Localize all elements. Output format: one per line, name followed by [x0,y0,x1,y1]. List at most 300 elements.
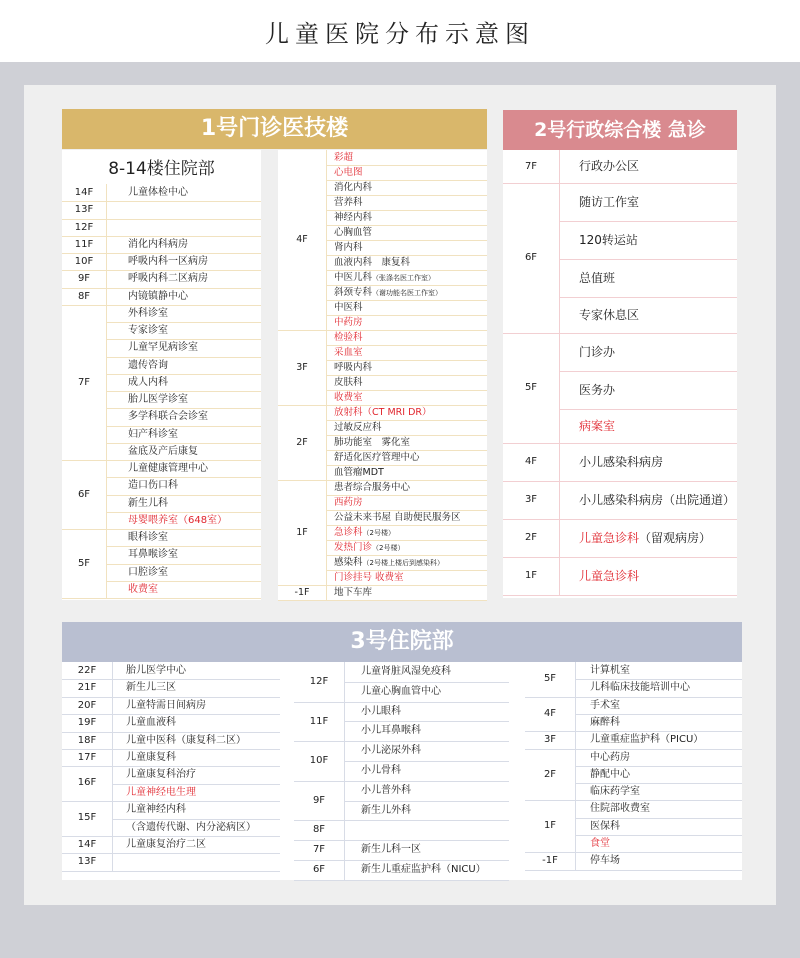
entry-note: （2号楼） [362,529,395,537]
floor-entry [334,150,353,165]
row-divider [326,570,487,571]
entry-text: 随访工作室 [579,195,640,209]
floor-entry [126,801,186,818]
entry-text: 收费室 [334,392,363,403]
row-divider [344,801,509,802]
entry-text: 儿童重症监护科（PICU） [590,734,704,746]
floor-entry [334,390,363,405]
entry-text: 儿科临床技能培训中心 [590,682,690,694]
entry-text: 耳鼻喉诊室 [128,549,178,561]
floor-entry [361,860,486,880]
entry-text: 病案室 [579,419,616,433]
entry-text: 麻醉科 [590,716,620,728]
row-divider [575,766,742,767]
floor-label: 10F [309,755,329,767]
column-divider [344,662,345,880]
floor-label: 4F [543,707,557,719]
floor-entry [334,195,363,210]
row-divider [575,714,742,715]
floor-entry [334,300,363,315]
floor-label: 11F [74,238,94,250]
floor-label: 2F [543,768,557,780]
floor-label: 6F [312,864,326,875]
entry-text: 收费室 [128,583,158,595]
floor-entry [361,761,401,781]
floor-entry [361,682,441,702]
entry-text: 妇产科诊室 [128,428,178,440]
floor-label: 5F [77,558,91,569]
column-divider [575,662,576,870]
row-divider [575,835,742,836]
entry-text: 专家诊室 [128,325,168,336]
floor-entry [334,210,372,225]
entry-text: 公益未来书屋 自助便民服务区 [334,512,461,523]
floor-entry [126,732,246,749]
entry-text: 放射科（CT MRI DR） [334,407,432,418]
entry-text: 盆底及产后康复 [128,445,198,457]
entry-text: 儿童急诊科 [579,569,640,583]
floor-label: 1F [296,527,308,538]
entry-text: 小儿耳鼻喉科 [361,725,421,737]
floor-entry [334,570,404,585]
floor-entry [334,225,372,240]
entry-text: 总值班 [579,271,616,285]
floor-entry [334,255,410,270]
entry-text: 食堂 [590,838,610,849]
floor-divider [503,595,737,596]
floor-entry [128,270,208,287]
row-divider [326,255,487,256]
floor-entry [126,679,176,696]
floor-entry [590,835,610,852]
floor-entry [334,495,363,510]
row-divider [344,682,509,683]
entry-text: 中医儿科 [334,272,373,283]
floor-entry [590,679,690,696]
floor-entry [334,465,384,480]
row-divider [326,300,487,301]
entry-text: 计算机室 [590,665,630,676]
floor-label: 9F [312,794,326,806]
column-divider [559,150,560,595]
floor-entry [128,184,188,201]
entry-text: 新生儿重症监护科（NICU） [361,864,486,875]
floor-entry [126,714,176,731]
entry-text: 儿童肾脏风湿免疫科 [361,666,451,677]
floor-entry [126,662,186,679]
floor-entry [128,581,158,598]
floor-label: 14F [77,839,97,850]
entry-text: 儿童急诊科 [579,531,640,545]
building2-title: 2号行政综合楼 急诊 [503,110,737,150]
floor-entry [334,480,410,495]
floor-entry [128,564,168,581]
floor-label: 21F [77,682,97,694]
floor-entry [361,702,401,722]
floor-entry [334,375,363,390]
entry-text: 心胸血管 [334,227,373,238]
floor-entry [126,784,196,801]
row-divider [112,819,280,820]
entry-text: 采血室 [334,347,363,358]
entry-text: 儿童神经电生理 [126,786,196,798]
floor-entry [590,731,703,748]
floor-entry [334,330,363,345]
building1-title: 1号门诊医技楼 [62,109,487,149]
ward-title: 8-14楼住院部 [108,159,215,179]
row-divider [106,322,261,323]
row-divider [326,525,487,526]
floor-label: 13F [77,856,97,868]
floor-label: 4F [296,234,308,245]
floor-label: 3F [543,734,557,746]
row-divider [326,510,487,511]
floor-entry [579,259,615,297]
floor-entry [334,435,410,450]
floor-entry [128,512,227,529]
entry-text: 儿童健康管理中心 [128,463,208,474]
entry-text: 小儿泌尿外科 [361,745,421,757]
row-divider [106,443,261,444]
entry-text: 中医科 [334,302,363,313]
entry-text: 小儿眼科 [361,705,401,717]
floor-entry [126,819,256,836]
floor-entry [128,305,168,322]
entry-text: 儿童康复治疗二区 [126,839,206,850]
entry-text: 斜颈专科 [334,287,373,298]
row-divider [106,391,261,392]
floor-label: 8F [312,824,326,836]
floor-entry [590,818,620,835]
floor-entry [128,322,168,339]
floor-entry [361,721,421,741]
entry-text: 儿童神经内科 [126,804,186,816]
floor-entry [579,297,639,333]
entry-text: 心电图 [334,167,363,178]
floor-label: 14F [74,187,94,198]
entry-text: 120转运站 [579,233,638,247]
entry-text: 中药房 [334,317,363,328]
floor-entry [334,270,435,285]
entry-text: 血管瘤MDT [334,467,384,478]
row-divider [106,564,261,565]
floor-entry [128,391,188,408]
floor-entry [334,240,363,255]
entry-note: （2号楼） [372,544,405,552]
row-divider [326,540,487,541]
entry-text: 医务办 [579,383,616,397]
row-divider [106,374,261,375]
floor-entry [128,529,168,546]
entry-text: 发热门诊 [334,542,373,553]
floor-label: 5F [543,673,557,684]
entry-text: 内镜镇静中心 [128,290,188,302]
floor-label: 6F [524,252,538,263]
floor-entry [579,371,615,409]
entry-text: 母婴喂养室（648室） [128,514,228,526]
floor-label: 15F [77,812,97,824]
floor-entry [590,783,640,800]
entry-text: 急诊科 [334,527,363,538]
floor-entry [128,253,208,270]
entry-text: （含遗传代谢、内分泌病区） [126,821,256,833]
entry-note: （张涤名医工作室） [372,274,436,282]
row-divider [326,345,487,346]
row-divider [326,210,487,211]
entry-text: 小儿感染科病房 [579,455,664,469]
entry-text: 消化内科 [334,182,373,193]
row-divider [106,495,261,496]
row-divider [112,784,280,785]
floor-entry [579,150,639,183]
entry-text: 静配中心 [590,768,630,780]
entry-text: 过敏反应科 [334,422,382,433]
entry-text: 小儿感染科病房（出院通道） [579,493,736,507]
floor-entry [334,555,444,570]
floor-entry [128,374,168,391]
column-divider [106,184,107,598]
entry-text: 营养科 [334,197,363,208]
floor-entry [590,714,620,731]
entry-text: 儿童心胸血管中心 [361,685,441,697]
floor-label: 19F [77,717,97,729]
floor-entry [126,836,206,853]
column-divider [326,150,327,600]
row-divider [106,357,261,358]
entry-text: 医保科 [590,820,620,832]
entry-text: 肺功能室 雾化室 [334,437,411,448]
floor-entry [334,180,372,195]
row-divider [326,420,487,421]
floor-label: 13F [74,204,94,216]
entry-text: 小儿骨科 [361,765,401,776]
floor-entry [361,741,421,761]
entry-text: （留观病房） [639,531,712,545]
floor-entry [579,183,639,221]
title-bar [0,0,800,62]
floor-entry [128,339,198,356]
entry-text: 检验科 [334,332,363,343]
row-divider [326,495,487,496]
floor-entry [361,662,451,682]
row-divider [326,375,487,376]
floor-entry [334,165,363,180]
entry-text: 儿童体检中心 [128,187,188,198]
floor-label: -1F [542,855,558,867]
floor-entry [334,585,372,600]
floor-label: 16F [77,777,97,789]
entry-text: 血液内科 康复科 [334,257,411,268]
floor-entry [334,405,432,420]
row-divider [575,818,742,819]
floor-entry [590,749,630,766]
floor-entry [126,749,176,766]
entry-text: 眼科诊室 [128,532,168,543]
floor-entry [334,540,404,555]
entry-text: 儿童罕见病诊室 [128,342,198,354]
row-divider [106,426,261,427]
entry-text: 神经内科 [334,212,373,223]
floor-entry [126,697,206,714]
floor-entry [579,481,735,519]
row-divider [106,546,261,547]
column-divider [112,662,113,871]
floor-entry [579,443,663,481]
floor-entry [361,781,411,801]
floor-entry [590,766,630,783]
floor-entry [590,800,650,817]
row-divider [575,783,742,784]
row-divider [326,180,487,181]
floor-entry [334,450,420,465]
floor-entry [128,288,188,305]
floor-label: 17F [77,752,97,763]
row-divider [106,581,261,582]
floor-entry [334,285,442,300]
floor-divider [294,880,509,881]
floor-label: 10F [74,256,94,267]
entry-text: 造口伤口科 [128,480,178,492]
entry-text: 地下车库 [334,587,373,598]
entry-text: 患者综合服务中心 [334,482,411,493]
floor-label: 9F [77,273,91,285]
entry-text: 肾内科 [334,242,363,253]
floor-entry [126,766,196,783]
row-divider [326,195,487,196]
floor-label: 22F [77,665,97,676]
floor-entry [579,221,638,259]
floor-label: 4F [524,456,538,467]
floor-entry [334,345,363,360]
row-divider [106,512,261,513]
entry-text: 儿童康复科治疗 [126,769,196,781]
floor-label: 1F [543,820,557,832]
entry-text: 呼吸内科 [334,362,373,373]
page-title: 儿童医院分布示意图 [265,20,535,48]
row-divider [106,477,261,478]
entry-text: 消化内科病房 [128,238,188,250]
floor-entry [590,852,620,869]
entry-text: 儿童血液科 [126,717,176,729]
entry-text: 儿童特需日间病房 [126,699,206,711]
row-divider [326,435,487,436]
floor-label: 12F [74,221,94,233]
entry-note: （2号楼上楼后到感染科） [362,559,444,567]
floor-entry [128,357,168,374]
row-divider [326,465,487,466]
entry-text: 口腔诊室 [128,566,168,578]
entry-text: 门诊办 [579,345,616,359]
row-divider [326,555,487,556]
entry-text: 门诊挂号 收费室 [334,572,404,583]
row-divider [326,285,487,286]
row-divider [575,679,742,680]
entry-text: 儿童康复科 [126,752,176,763]
entry-text: 西药房 [334,497,363,508]
floor-label: 7F [312,844,326,856]
floor-label: 7F [524,161,538,172]
floor-label: 18F [77,734,97,746]
floor-entry [128,236,188,253]
entry-text: 彩超 [334,152,354,163]
row-divider [326,450,487,451]
floor-label: 8F [77,290,91,302]
floor-entry [128,546,178,563]
entry-text: 小儿普外科 [361,784,411,796]
floor-label: 1F [524,570,538,581]
floor-entry [128,443,198,460]
floor-entry [579,519,711,557]
row-divider [326,270,487,271]
floor-label: 3F [296,362,308,373]
entry-text: 胎儿医学诊室 [128,394,188,405]
entry-text: 手术室 [590,699,620,711]
entry-text: 儿童中医科（康复科二区） [126,734,246,746]
floor-entry [334,315,363,330]
entry-text: 遗传咨询 [128,359,168,371]
row-divider [106,408,261,409]
entry-text: 呼吸内科一区病房 [128,256,208,267]
entry-text: 新生儿三区 [126,682,176,694]
floor-label: -1F [294,587,310,598]
floor-entry [128,408,208,425]
floor-entry [128,460,208,477]
entry-text: 外科诊室 [128,307,168,319]
floor-entry [334,420,382,435]
floor-entry [579,557,639,595]
row-divider [344,721,509,722]
floor-entry [590,697,620,714]
entry-text: 皮肤科 [334,377,363,388]
row-divider [344,761,509,762]
floor-entry [128,477,178,494]
floor-entry [579,333,615,371]
entry-text: 新生儿科 [128,497,168,509]
row-divider [326,165,487,166]
building3-title: 3号住院部 [62,622,742,662]
entry-text: 行政办公区 [579,159,640,173]
entry-text: 中心药房 [590,751,630,763]
row-divider [326,360,487,361]
row-divider [326,390,487,391]
floor-divider [278,600,487,601]
row-divider [326,315,487,316]
floor-entry [128,495,168,512]
entry-text: 停车场 [590,855,620,867]
floor-label: 5F [524,382,538,393]
floor-label: 2F [524,532,538,543]
floor-label: 3F [524,494,538,505]
entry-text: 新生儿科一区 [361,844,421,856]
entry-note: （谢功能名医工作室） [372,289,443,297]
floor-entry [361,840,421,860]
floor-divider [62,871,280,872]
entry-text: 专家休息区 [579,308,640,322]
floor-entry [334,525,395,540]
entry-text: 成人内科 [128,376,168,388]
entry-text: 多学科联合会诊室 [128,411,208,423]
floor-label: 11F [309,715,329,727]
entry-text: 胎儿医学中心 [126,665,186,676]
entry-text: 新生儿外科 [361,804,411,816]
entry-text: 呼吸内科二区病房 [128,273,208,285]
floor-label: 20F [77,699,97,711]
entry-text: 住院部收费室 [590,803,650,815]
floor-divider [62,598,261,599]
floor-entry [334,510,461,525]
entry-text: 临床药学室 [590,786,640,798]
floor-entry [334,360,372,375]
